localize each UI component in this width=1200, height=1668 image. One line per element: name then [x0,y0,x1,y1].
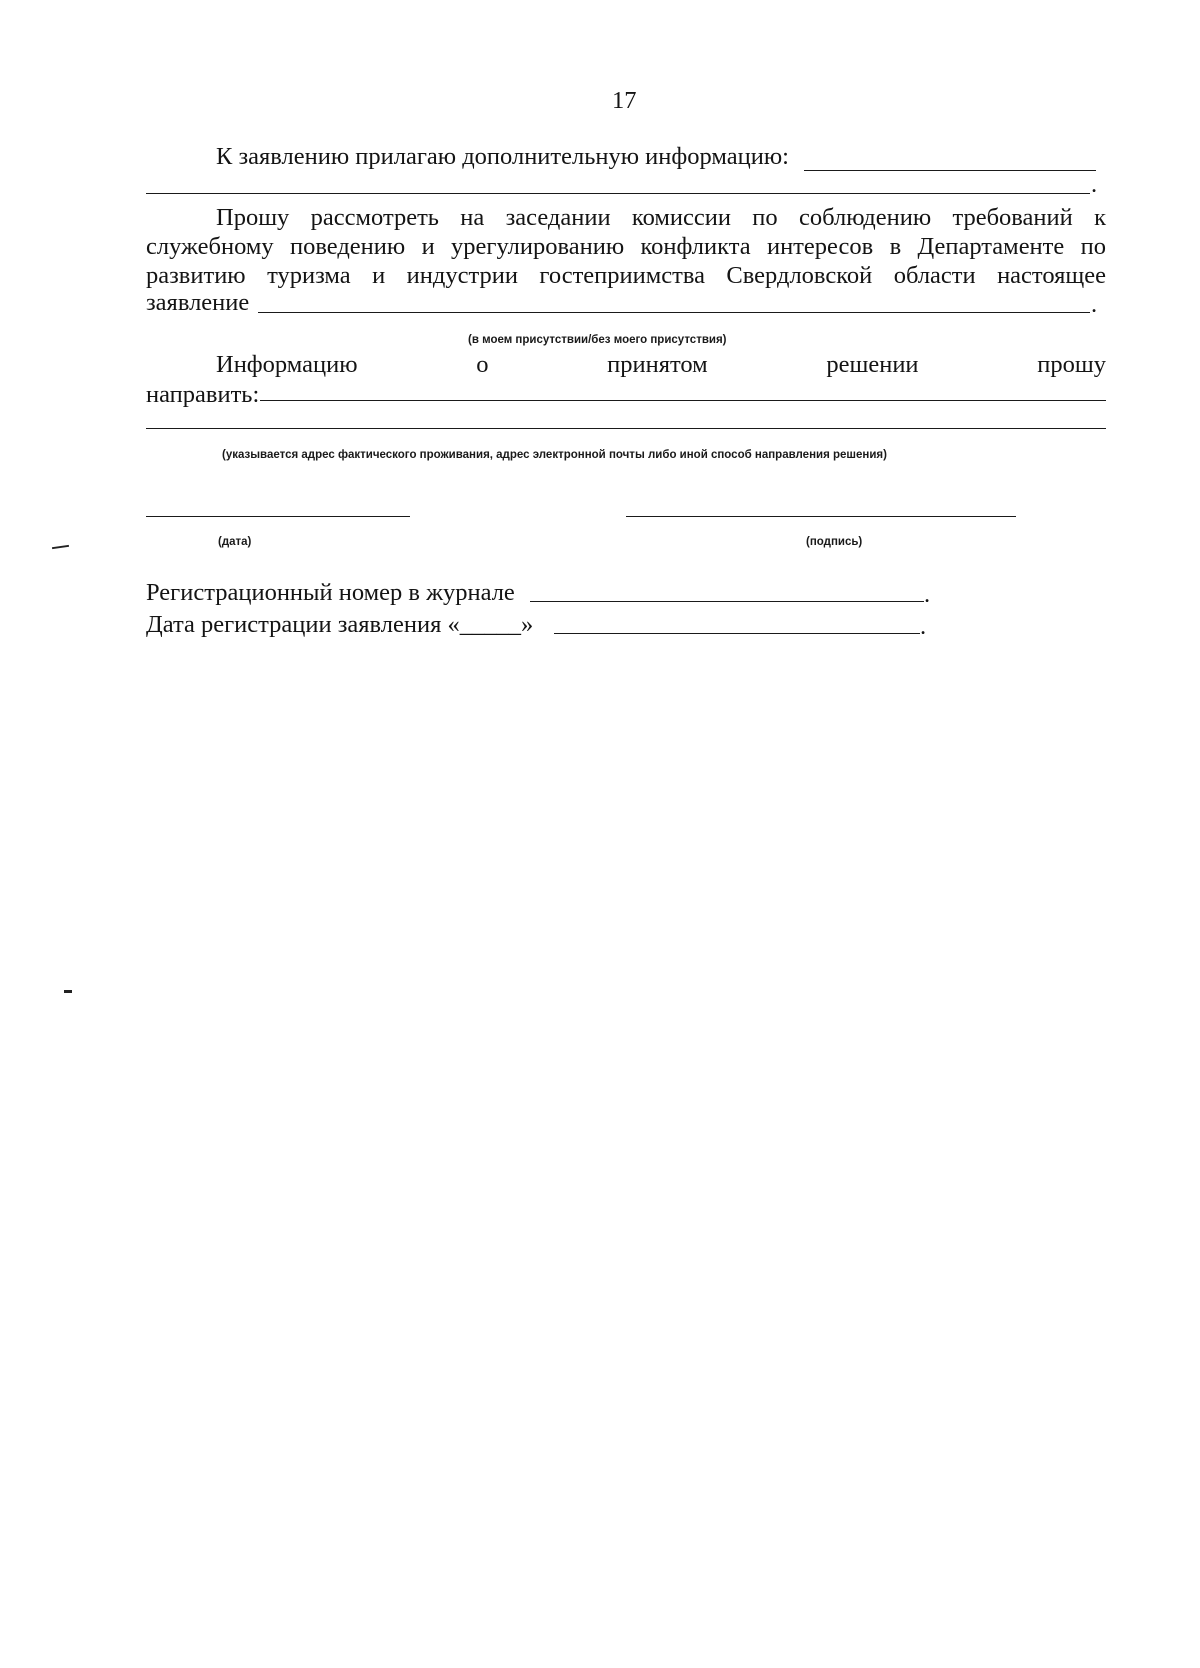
registration-date-label: Дата регистрации заявления «_____» [146,611,534,638]
info-word-5: прошу [1037,351,1106,378]
request-line-1: Прошу рассмотреть на заседании комиссии по соблюдению требований к [216,204,1106,231]
info-word-2: о [476,351,489,378]
signature-caption: (подпись) [806,536,863,548]
signature-blank-line[interactable] [626,516,1016,517]
scan-mark-bottom [64,990,72,993]
date-blank-line[interactable] [146,516,410,517]
info-address-blank-line[interactable] [260,400,1106,401]
info-address-continuation-line[interactable] [146,428,1106,429]
registration-number-blank-line[interactable] [530,601,924,602]
request-line-3: развитию туризма и индустрии гостеприимства Свердловской области настоящее [146,262,1106,289]
page-number: 17 [612,87,637,114]
scan-mark-top [52,545,69,549]
info-line-2-label: направить: [146,381,260,408]
info-line-1 [216,350,1106,380]
attachment-continuation-line[interactable] [146,193,1090,194]
request-line-2: служебному поведению и урегулированию конфликта интересов в Департаменте по [146,233,1106,260]
registration-number-label: Регистрационный номер в журнале [146,579,515,606]
request-line-4-label: заявление [146,289,250,316]
info-address-caption: (указывается адрес фактического проживания, адрес электронной почты либо иной способ направления решения) [222,449,887,461]
info-word-1: Информацию [216,351,358,378]
registration-date-blank-line[interactable] [554,633,920,634]
request-period: . [1091,291,1098,318]
registration-number-period: . [924,581,931,608]
registration-date-period: . [920,613,927,640]
request-presence-blank-line[interactable] [258,312,1090,313]
attachment-period: . [1091,171,1098,198]
date-caption: (дата) [218,536,252,548]
info-word-4: решении [826,351,919,378]
attachment-label: К заявлению прилагаю дополнительную информацию: [216,143,789,170]
request-presence-caption: (в моем присутствии/без моего присутствия) [468,334,727,346]
info-word-3: принятом [607,351,708,378]
attachment-blank-line[interactable] [804,170,1096,171]
